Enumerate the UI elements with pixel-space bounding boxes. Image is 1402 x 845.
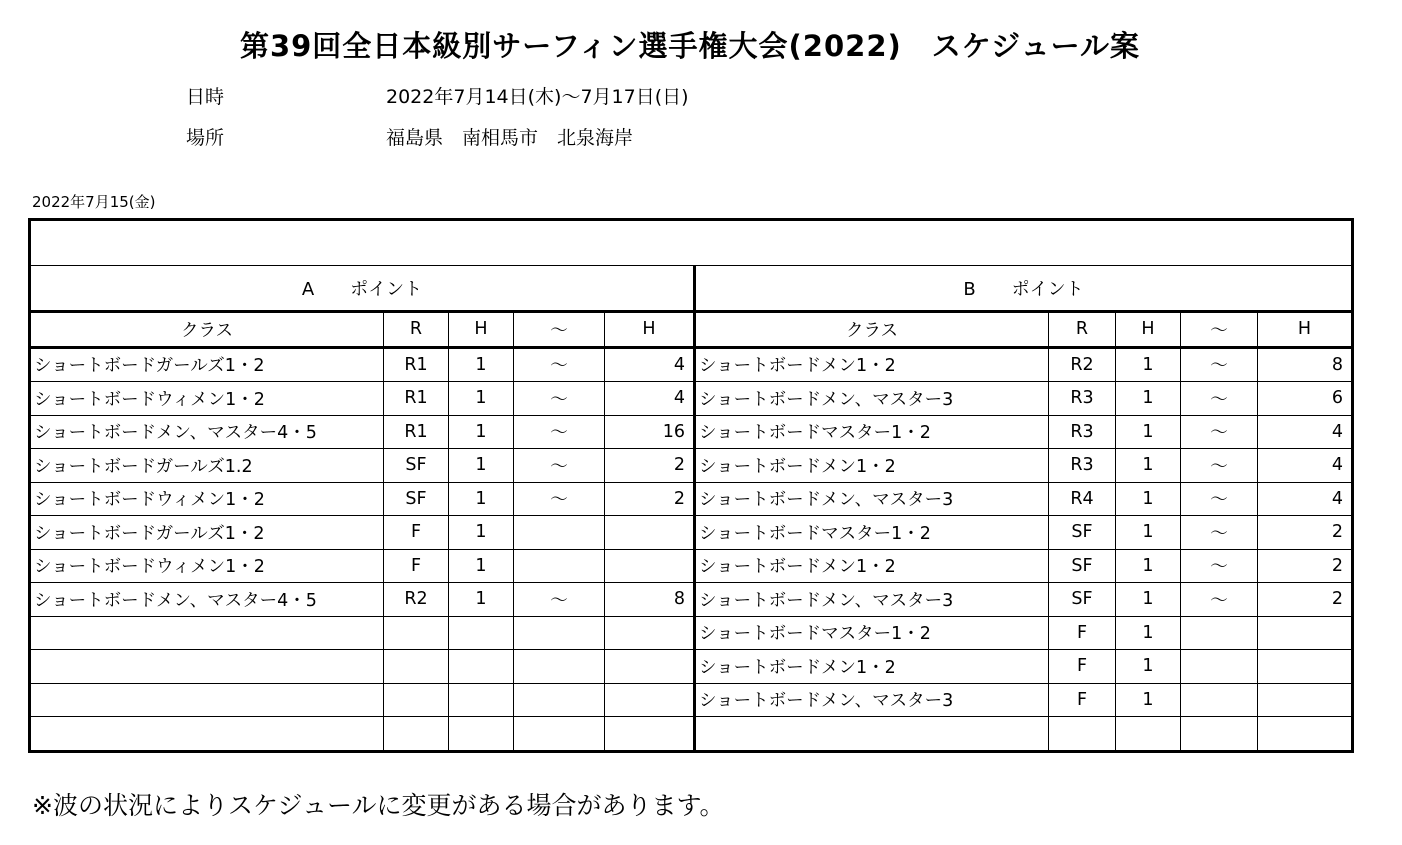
b-r-cell: F xyxy=(1049,616,1116,650)
a-h-cell: 1 xyxy=(449,415,514,449)
b-t-cell: ～ xyxy=(1181,583,1258,617)
b-t-cell xyxy=(1181,616,1258,650)
a-class-cell xyxy=(30,683,384,717)
col-header-h-a: H xyxy=(449,312,514,348)
a-r-cell: R1 xyxy=(384,415,449,449)
b-t-cell: ～ xyxy=(1181,347,1258,382)
col-header-h2-b: H xyxy=(1258,312,1353,348)
a-r-cell: F xyxy=(384,549,449,583)
b-h2-cell xyxy=(1258,616,1353,650)
b-class-cell xyxy=(695,717,1049,752)
b-class-cell: ショートボードメン1・2 xyxy=(695,449,1049,483)
schedule-note: ※波の状況によりスケジュールに変更がある場合があります。 xyxy=(32,791,725,820)
a-r-cell xyxy=(384,683,449,717)
table-row xyxy=(30,683,1353,717)
a-t-cell xyxy=(514,717,605,752)
b-t-cell: ～ xyxy=(1181,549,1258,583)
a-r-cell xyxy=(384,717,449,752)
b-class-cell: ショートボードメン、マスター3 xyxy=(695,382,1049,416)
page-title: 第39回全日本級別サーフィン選手権大会(2022) スケジュール案 xyxy=(239,29,1141,63)
a-t-cell xyxy=(514,549,605,583)
a-h-cell: 1 xyxy=(449,449,514,483)
table-row xyxy=(30,482,1353,516)
a-class-cell: ショートボードウィメン1・2 xyxy=(30,382,384,416)
b-r-cell xyxy=(1049,717,1116,752)
table-row xyxy=(30,549,1353,583)
place-value: 福島県 南相馬市 北泉海岸 xyxy=(386,127,634,149)
col-header-tilde-a: ～ xyxy=(514,312,605,348)
a-h2-cell xyxy=(605,549,695,583)
b-t-cell xyxy=(1181,683,1258,717)
b-h2-cell: 8 xyxy=(1258,347,1353,382)
b-h2-cell: 4 xyxy=(1258,415,1353,449)
a-t-cell: ～ xyxy=(514,347,605,382)
a-h2-cell: 4 xyxy=(605,347,695,382)
table-row xyxy=(30,449,1353,483)
table-row xyxy=(30,382,1353,416)
a-r-cell: R1 xyxy=(384,382,449,416)
b-h2-cell: 2 xyxy=(1258,549,1353,583)
table-row xyxy=(30,583,1353,617)
b-h2-cell: 4 xyxy=(1258,449,1353,483)
b-t-cell: ～ xyxy=(1181,382,1258,416)
b-h2-cell: 4 xyxy=(1258,482,1353,516)
b-r-cell: SF xyxy=(1049,583,1116,617)
b-h-cell: 1 xyxy=(1116,382,1181,416)
a-h-cell: 1 xyxy=(449,482,514,516)
b-h-cell: 1 xyxy=(1116,650,1181,684)
b-t-cell: ～ xyxy=(1181,415,1258,449)
table-row xyxy=(30,516,1353,550)
b-h-cell: 1 xyxy=(1116,415,1181,449)
b-h-cell: 1 xyxy=(1116,549,1181,583)
a-h-cell xyxy=(449,683,514,717)
b-class-cell: ショートボードメン、マスター3 xyxy=(695,683,1049,717)
b-h2-cell xyxy=(1258,717,1353,752)
col-header-class-b: クラス xyxy=(695,312,1049,348)
b-t-cell xyxy=(1181,717,1258,752)
a-class-cell: ショートボードメン、マスター4・5 xyxy=(30,415,384,449)
a-h2-cell: 2 xyxy=(605,449,695,483)
date-label: 日時 xyxy=(186,86,225,108)
b-class-cell: ショートボードマスター1・2 xyxy=(695,616,1049,650)
b-r-cell: R4 xyxy=(1049,482,1116,516)
a-class-cell: ショートボードガールズ1.2 xyxy=(30,449,384,483)
a-h2-cell: 4 xyxy=(605,382,695,416)
a-t-cell: ～ xyxy=(514,482,605,516)
a-t-cell: ～ xyxy=(514,449,605,483)
b-h2-cell xyxy=(1258,683,1353,717)
b-h-cell: 1 xyxy=(1116,616,1181,650)
b-class-cell: ショートボードメン、マスター3 xyxy=(695,482,1049,516)
b-r-cell: R3 xyxy=(1049,449,1116,483)
table-row xyxy=(30,415,1353,449)
a-r-cell: R2 xyxy=(384,583,449,617)
b-h-cell: 1 xyxy=(1116,583,1181,617)
a-h-cell: 1 xyxy=(449,583,514,617)
schedule-table xyxy=(28,218,1354,753)
a-h2-cell xyxy=(605,717,695,752)
b-r-cell: SF xyxy=(1049,549,1116,583)
a-class-cell: ショートボードウィメン1・2 xyxy=(30,549,384,583)
b-h-cell: 1 xyxy=(1116,683,1181,717)
b-t-cell: ～ xyxy=(1181,516,1258,550)
col-header-class-a: クラス xyxy=(30,312,384,348)
a-h-cell: 1 xyxy=(449,382,514,416)
col-header-tilde-b: ～ xyxy=(1181,312,1258,348)
a-r-cell: R1 xyxy=(384,347,449,382)
b-class-cell: ショートボードメン1・2 xyxy=(695,549,1049,583)
a-h-cell xyxy=(449,650,514,684)
top-blank-row xyxy=(30,220,1353,266)
a-t-cell xyxy=(514,516,605,550)
b-r-cell: SF xyxy=(1049,516,1116,550)
table-row xyxy=(30,347,1353,382)
col-header-h-b: H xyxy=(1116,312,1181,348)
a-h2-cell: 16 xyxy=(605,415,695,449)
a-t-cell xyxy=(514,650,605,684)
b-h2-cell: 2 xyxy=(1258,583,1353,617)
a-t-cell: ～ xyxy=(514,583,605,617)
a-r-cell: SF xyxy=(384,482,449,516)
a-h-cell xyxy=(449,616,514,650)
a-t-cell: ～ xyxy=(514,415,605,449)
b-r-cell: R2 xyxy=(1049,347,1116,382)
a-r-cell xyxy=(384,650,449,684)
section-b-header: B ポイント xyxy=(695,266,1353,312)
a-class-cell xyxy=(30,717,384,752)
b-h2-cell: 2 xyxy=(1258,516,1353,550)
b-r-cell: R3 xyxy=(1049,382,1116,416)
b-class-cell: ショートボードメン1・2 xyxy=(695,347,1049,382)
a-r-cell: SF xyxy=(384,449,449,483)
a-class-cell: ショートボードメン、マスター4・5 xyxy=(30,583,384,617)
table-row xyxy=(30,717,1353,752)
b-h-cell: 1 xyxy=(1116,516,1181,550)
b-h2-cell: 6 xyxy=(1258,382,1353,416)
schedule-day-label: 2022年7月15(金) xyxy=(32,193,156,211)
a-t-cell: ～ xyxy=(514,382,605,416)
table-row xyxy=(30,616,1353,650)
a-h-cell: 1 xyxy=(449,549,514,583)
a-class-cell xyxy=(30,616,384,650)
b-r-cell: R3 xyxy=(1049,415,1116,449)
b-h2-cell xyxy=(1258,650,1353,684)
section-a-header: A ポイント xyxy=(30,266,695,312)
b-t-cell: ～ xyxy=(1181,449,1258,483)
a-h2-cell xyxy=(605,683,695,717)
col-header-r-b: R xyxy=(1049,312,1116,348)
b-r-cell: F xyxy=(1049,650,1116,684)
place-label: 場所 xyxy=(186,127,225,149)
b-r-cell: F xyxy=(1049,683,1116,717)
a-h2-cell: 8 xyxy=(605,583,695,617)
b-class-cell: ショートボードメン、マスター3 xyxy=(695,583,1049,617)
col-header-h2-a: H xyxy=(605,312,695,348)
a-r-cell xyxy=(384,616,449,650)
a-h2-cell xyxy=(605,616,695,650)
b-t-cell xyxy=(1181,650,1258,684)
b-h-cell: 1 xyxy=(1116,482,1181,516)
a-h2-cell xyxy=(605,650,695,684)
a-h-cell xyxy=(449,717,514,752)
b-t-cell: ～ xyxy=(1181,482,1258,516)
a-h-cell: 1 xyxy=(449,516,514,550)
table-row xyxy=(30,650,1353,684)
b-h-cell: 1 xyxy=(1116,449,1181,483)
a-t-cell xyxy=(514,683,605,717)
a-r-cell: F xyxy=(384,516,449,550)
b-h-cell xyxy=(1116,717,1181,752)
b-class-cell: ショートボードマスター1・2 xyxy=(695,415,1049,449)
a-class-cell: ショートボードガールズ1・2 xyxy=(30,347,384,382)
date-value: 2022年7月14日(木)～7月17日(日) xyxy=(386,86,689,108)
a-h-cell: 1 xyxy=(449,347,514,382)
a-h2-cell xyxy=(605,516,695,550)
a-class-cell: ショートボードガールズ1・2 xyxy=(30,516,384,550)
a-class-cell xyxy=(30,650,384,684)
b-class-cell: ショートボードマスター1・2 xyxy=(695,516,1049,550)
a-t-cell xyxy=(514,616,605,650)
a-class-cell: ショートボードウィメン1・2 xyxy=(30,482,384,516)
b-class-cell: ショートボードメン1・2 xyxy=(695,650,1049,684)
a-h2-cell: 2 xyxy=(605,482,695,516)
b-h-cell: 1 xyxy=(1116,347,1181,382)
col-header-r-a: R xyxy=(384,312,449,348)
